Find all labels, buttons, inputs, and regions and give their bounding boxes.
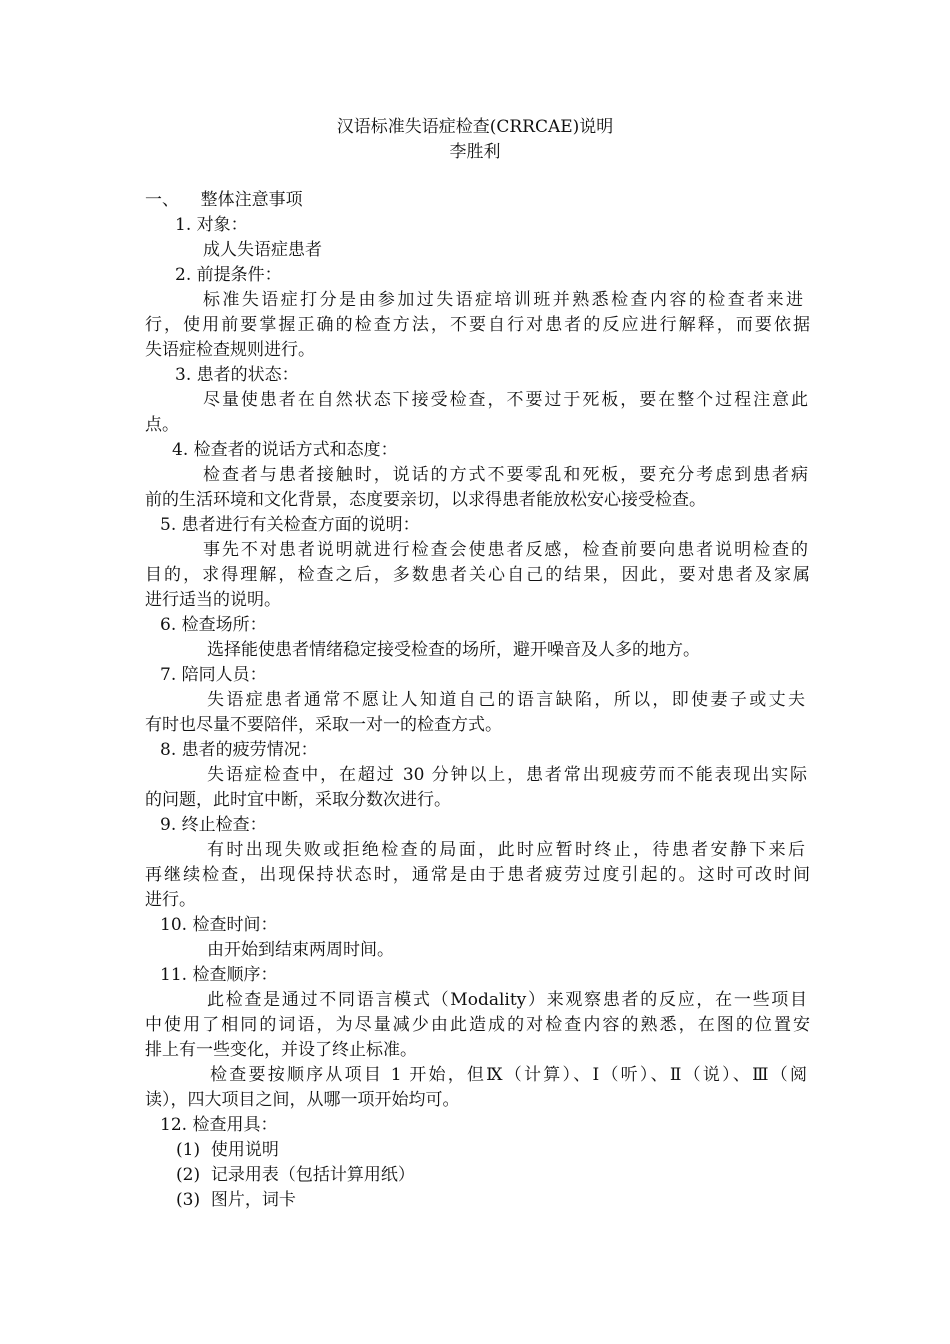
paragraph-line: 有时出现失败或拒绝检查的局面，此时应暂时终止，待患者安静下来后: [207, 840, 805, 860]
document-title: 汉语标准失语症检查(CRRCAE)说明: [336, 117, 614, 137]
paragraph-line: 检查者与患者接触时，说话的方式不要零乱和死板，要充分考虑到患者病: [203, 465, 808, 485]
equipment-item: (2) 记录用表（包括计算用纸）: [176, 1165, 415, 1185]
paragraph-line: 由开始到结束两周时间。: [207, 940, 394, 960]
paragraph-line: 检查要按顺序从项目 1 开始，但Ⅸ（计算）、Ⅰ（听）、Ⅱ（说）、Ⅲ（阅: [210, 1065, 807, 1085]
section-heading: 一、 整体注意事项: [145, 190, 303, 210]
paragraph-line: 中使用了相同的词语，为尽量减少由此造成的对检查内容的熟悉，在图的位置安: [145, 1015, 810, 1035]
paragraph-line: 尽量使患者在自然状态下接受检查，不要过于死板，要在整个过程注意此: [203, 390, 808, 410]
item-2-heading: 2. 前提条件：: [175, 265, 282, 285]
item-6-heading: 6. 检查场所：: [160, 615, 267, 635]
item-3-heading: 3. 患者的状态：: [175, 365, 299, 385]
paragraph-line: 选择能使患者情绪稳定接受检查的场所，避开噪音及人多的地方。: [207, 640, 700, 660]
paragraph-line: 行，使用前要掌握正确的检查方法，不要自行对患者的反应进行解释，而要依据: [145, 315, 810, 335]
item-8-heading: 8. 患者的疲劳情况：: [160, 740, 318, 760]
paragraph-line: 事先不对患者说明就进行检查会使患者反感，检查前要向患者说明检查的: [203, 540, 808, 560]
paragraph-line: 失语症检查中，在超过 30 分钟以上，患者常出现疲劳而不能表现出实际: [207, 765, 807, 785]
paragraph-line: 目的，求得理解，检查之后，多数患者关心自己的结果，因此，要对患者及家属: [145, 565, 810, 585]
paragraph-line: 前的生活环境和文化背景，态度要亲切，以求得患者能放松安心接受检查。: [145, 490, 706, 510]
paragraph-line: 读），四大项目之间，从哪一项开始均可。: [145, 1090, 460, 1110]
paragraph-line: 排上有一些变化，并设了终止标准。: [145, 1040, 417, 1060]
paragraph-line: 再继续检查，出现保持状态时，通常是由于患者疲劳过度引起的。这时可改时间: [145, 865, 810, 885]
item-11-heading: 11. 检查顺序：: [160, 965, 278, 985]
item-9-heading: 9. 终止检查：: [160, 815, 267, 835]
item-10-heading: 10. 检查时间：: [160, 915, 278, 935]
paragraph-line: 标准失语症打分是由参加过失语症培训班并熟悉检查内容的检查者来进: [203, 290, 803, 310]
paragraph-line: 此检查是通过不同语言模式（Modality）来观察患者的反应，在一些项目: [207, 990, 807, 1010]
equipment-item: (3) 图片，词卡: [176, 1190, 296, 1210]
item-1-heading: 1. 对象：: [175, 215, 248, 235]
equipment-item: (1) 使用说明: [176, 1140, 279, 1160]
paragraph-line: 失语症患者通常不愿让人知道自己的语言缺陷，所以，即使妻子或丈夫: [207, 690, 805, 710]
item-7-heading: 7. 陪同人员：: [160, 665, 267, 685]
paragraph-line: 的问题，此时宜中断，采取分数次进行。: [145, 790, 451, 810]
item-1-text: 成人失语症患者: [203, 240, 322, 260]
paragraph-line: 点。: [145, 415, 179, 435]
item-12-heading: 12. 检查用具：: [160, 1115, 278, 1135]
paragraph-line: 进行。: [145, 890, 196, 910]
paragraph-line: 有时也尽量不要陪伴，采取一对一的检查方式。: [145, 715, 502, 735]
item-5-heading: 5. 患者进行有关检查方面的说明：: [160, 515, 420, 535]
item-4-heading: 4. 检查者的说话方式和态度：: [172, 440, 398, 460]
document-author: 李胜利: [449, 142, 501, 162]
paragraph-line: 失语症检查规则进行。: [145, 340, 315, 360]
paragraph-line: 进行适当的说明。: [145, 590, 281, 610]
